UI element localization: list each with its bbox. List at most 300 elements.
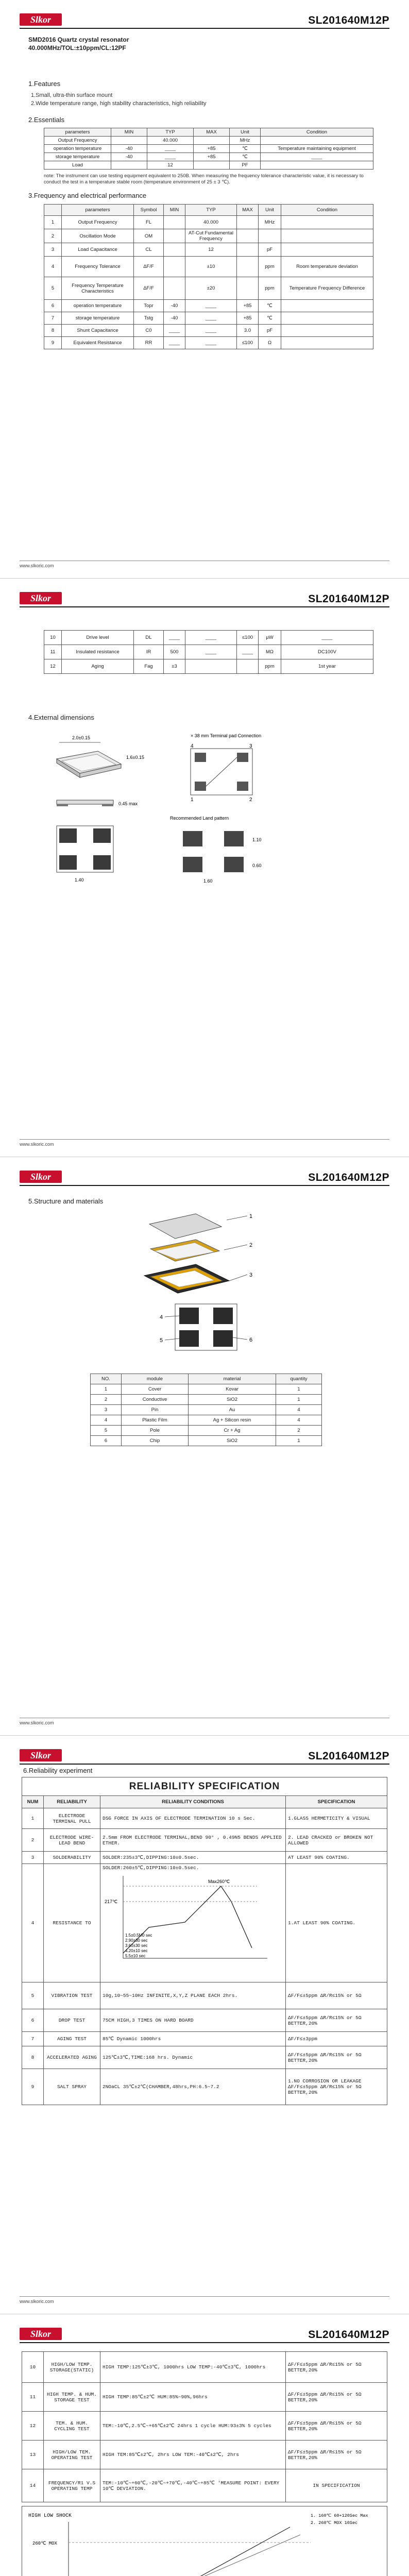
cell: Drive level bbox=[62, 631, 134, 645]
table-row bbox=[44, 153, 373, 161]
page-footer: www.slkoric.com bbox=[20, 2296, 389, 2304]
cell: Output Frequency bbox=[44, 137, 111, 145]
cell bbox=[237, 216, 259, 229]
measurement-note: note: The instrument can use testing equipment equivalent to 250B. When measuring the frequency tolerance characteristic value, it is necessary to conduct the test in a temperature stable room (temperature environment of 25 ± 3 ℃). bbox=[44, 173, 364, 185]
land-dim-label: 1.60 bbox=[203, 878, 213, 884]
column-header: TYP bbox=[147, 128, 194, 137]
thermal-shock-chart bbox=[22, 2506, 387, 2576]
cell: 7 bbox=[22, 2032, 44, 2046]
page-header bbox=[20, 2326, 389, 2343]
part-number: SL201640M12P bbox=[308, 2329, 389, 2341]
cell: 13 bbox=[22, 2441, 44, 2469]
reliability-table bbox=[22, 1777, 387, 2105]
table-row bbox=[91, 1415, 322, 1426]
pin-label: 1 bbox=[191, 797, 194, 803]
cell: 75CM HIGH,3 TIMES ON HARD BOARD bbox=[100, 2009, 286, 2032]
cell: 1 bbox=[44, 216, 62, 229]
cell: 2. LEAD CRACKED or BROKEN NOT ALLOWED bbox=[286, 1829, 387, 1852]
cell: DL bbox=[134, 631, 164, 645]
cell: HIGH/LOW TEM. OPERATING TEST bbox=[44, 2441, 100, 2469]
reliability-table-continued bbox=[22, 2351, 387, 2502]
cell: ΔF/F bbox=[134, 257, 164, 277]
column-header: SPECIFICATION bbox=[286, 1796, 387, 1808]
cell bbox=[281, 337, 373, 349]
page-footer: www.slkoric.com bbox=[20, 561, 389, 568]
cell: 9 bbox=[44, 337, 62, 349]
profile-note: 1.5±0.5M0 sec bbox=[125, 1933, 152, 1938]
cell bbox=[237, 659, 259, 674]
cell: Conductive bbox=[122, 1395, 189, 1405]
cell: RR bbox=[134, 337, 164, 349]
feature-item: 1.Small, ultra-thin surface mount bbox=[31, 92, 113, 98]
cell: Output Frequency bbox=[62, 216, 134, 229]
cell bbox=[164, 277, 185, 300]
frequency-table bbox=[44, 204, 373, 349]
table-row bbox=[44, 645, 373, 659]
cell: TEM. & HUM. CYCLING TEST bbox=[44, 2412, 100, 2441]
cell: 2 bbox=[22, 1829, 44, 1852]
cell: 1 bbox=[276, 1384, 322, 1395]
cell: Frequency Temperature Characteristics bbox=[62, 277, 134, 300]
cell: CL bbox=[134, 243, 164, 257]
table-row bbox=[22, 2412, 387, 2441]
cell: 4 bbox=[91, 1415, 122, 1426]
cell: ±20 bbox=[185, 277, 237, 300]
callout-label: 5 bbox=[160, 1337, 163, 1344]
brand-logo: Slkor bbox=[20, 1749, 62, 1761]
column-header: parameters bbox=[44, 128, 111, 137]
cell: RESISTANCE TO bbox=[44, 1864, 100, 1982]
cell: 3 bbox=[91, 1405, 122, 1415]
cell: Fag bbox=[134, 659, 164, 674]
dimensions-title: 4.External dimensions bbox=[28, 714, 94, 721]
exploded-structure-diagram bbox=[118, 1209, 283, 1358]
brand-logo: Slkor bbox=[20, 1171, 62, 1183]
cell: storage temperature bbox=[44, 153, 111, 161]
column-header: quantity bbox=[276, 1374, 322, 1384]
table-row bbox=[44, 337, 373, 349]
cell: ℃ bbox=[230, 153, 261, 161]
cell: ____ bbox=[185, 312, 237, 325]
page-5 bbox=[0, 2314, 409, 2576]
dim-label-pitch: 1.40 bbox=[75, 877, 84, 883]
cell: Pin bbox=[122, 1405, 189, 1415]
table-row bbox=[22, 1864, 387, 1982]
cell: SOLDER:235±3℃,DIPPING:10±0.5sec. bbox=[100, 1852, 286, 1864]
table-row bbox=[91, 1426, 322, 1436]
column-header: MAX bbox=[237, 205, 259, 216]
cell: operation temperature bbox=[62, 300, 134, 312]
cell: ACCELERATED AGING bbox=[44, 2046, 100, 2069]
cell: 12 bbox=[185, 243, 237, 257]
cell: ±10 bbox=[185, 257, 237, 277]
cell: FREQUENCY/R1 V.S OPERATING TEMP bbox=[44, 2469, 100, 2502]
table-row bbox=[44, 257, 373, 277]
cell: 1 bbox=[276, 1395, 322, 1405]
brand-logo: Slkor bbox=[20, 13, 62, 26]
cell: 6 bbox=[44, 300, 62, 312]
cell bbox=[111, 161, 147, 170]
cell bbox=[281, 243, 373, 257]
table-header-row bbox=[44, 205, 373, 216]
cell: IN SPECIFICATION bbox=[286, 2469, 387, 2502]
column-header: module bbox=[122, 1374, 189, 1384]
cell: Load bbox=[44, 161, 111, 170]
cell: ppm bbox=[259, 659, 281, 674]
essentials-title: 2.Essentials bbox=[28, 116, 65, 124]
cell: 40.000 bbox=[185, 216, 237, 229]
cell: ppm bbox=[259, 257, 281, 277]
cell: HIGH TEMP:125℃±3℃, 1000hrs LOW TEMP:-40℃±3℃, 1000hrs bbox=[100, 2352, 286, 2383]
cell bbox=[261, 161, 373, 170]
cell: ΔF/F≤±5ppm ΔR/R≤15% or 5Ω BETTER,20% bbox=[286, 2383, 387, 2412]
table-row bbox=[22, 2032, 387, 2046]
column-header: NO. bbox=[91, 1374, 122, 1384]
land-pattern-diagram bbox=[183, 831, 244, 872]
table-row bbox=[44, 137, 373, 145]
column-header bbox=[44, 205, 62, 216]
column-header: Symbol bbox=[134, 205, 164, 216]
profile-note: 2.90±30 sec bbox=[125, 1938, 148, 1943]
cell: MHz bbox=[230, 137, 261, 145]
cell: 85℃ Dynamic 1000hrs bbox=[100, 2032, 286, 2046]
table-row bbox=[44, 312, 373, 325]
essentials-table bbox=[44, 128, 373, 170]
cell bbox=[194, 161, 230, 170]
page-footer: www.slkoric.com bbox=[20, 1139, 389, 1147]
table-row bbox=[44, 277, 373, 300]
cell: ΔF/F≤±5ppm ΔR/R≤15% or 5Ω BETTER,20% bbox=[286, 2412, 387, 2441]
profile-note: 4.20±10 sec bbox=[125, 1948, 148, 1953]
cell: 5 bbox=[91, 1426, 122, 1436]
column-header: TYP bbox=[185, 205, 237, 216]
cell: ΔF/F≤±5ppm ΔR/R≤15% or 5Ω BETTER,20% bbox=[286, 2009, 387, 2032]
cell: +85 bbox=[237, 300, 259, 312]
cell: operation temperature bbox=[44, 145, 111, 153]
cell: ℃ bbox=[259, 312, 281, 325]
cell: VIBRATION TEST bbox=[44, 1982, 100, 2009]
cell: 6 bbox=[22, 2009, 44, 2032]
cell: ppm bbox=[259, 277, 281, 300]
cell: 11 bbox=[22, 2383, 44, 2412]
cell: 1.NO CORROSION OR LEAKAGE ΔF/F≤±5ppm ΔR/R≤15% or 5Ω BETTER,20% bbox=[286, 2069, 387, 2105]
cell bbox=[281, 229, 373, 243]
cell: 8 bbox=[44, 325, 62, 337]
cell: Topr bbox=[134, 300, 164, 312]
cell: ____ bbox=[164, 337, 185, 349]
cell: ELECTRODE WIRE-LEAD BEND bbox=[44, 1829, 100, 1852]
cell: 12 bbox=[22, 2412, 44, 2441]
cell: ____ bbox=[185, 325, 237, 337]
page-header bbox=[20, 1747, 389, 1765]
cell: +85 bbox=[194, 153, 230, 161]
shock-curve bbox=[69, 2527, 290, 2576]
table-row bbox=[44, 659, 373, 674]
cell: pF bbox=[259, 325, 281, 337]
cell: Oscillation Mode bbox=[62, 229, 134, 243]
column-header: MIN bbox=[111, 128, 147, 137]
features-title: 1.Features bbox=[28, 80, 61, 88]
cell: ____ bbox=[261, 153, 373, 161]
cell: 3.0 bbox=[237, 325, 259, 337]
cell: Tstg bbox=[134, 312, 164, 325]
cell bbox=[259, 229, 281, 243]
callout-label: 6 bbox=[249, 1337, 253, 1343]
cell: Pole bbox=[122, 1426, 189, 1436]
cell: Ag + Silicon resin bbox=[189, 1415, 276, 1426]
cell: 12 bbox=[147, 161, 194, 170]
pin-label: 3 bbox=[249, 743, 252, 749]
table-row bbox=[44, 161, 373, 170]
cell: Aging bbox=[62, 659, 134, 674]
liquidus-temp-label: 217℃ bbox=[105, 1899, 118, 1904]
column-header: RELIABILITY CONDITIONS bbox=[100, 1796, 286, 1808]
thermal-shock-panel bbox=[22, 2506, 387, 2576]
cell: +85 bbox=[237, 312, 259, 325]
cell: ±3 bbox=[164, 659, 185, 674]
table-row bbox=[44, 145, 373, 153]
cell: TEM:-10℃,2.5℃~+65℃±2℃ 24hrs 1 cycle HUM:93±3% 5 cycles bbox=[100, 2412, 286, 2441]
cell: ≤100 bbox=[237, 337, 259, 349]
table-header-row bbox=[91, 1374, 322, 1384]
cell bbox=[281, 216, 373, 229]
cell bbox=[164, 243, 185, 257]
package-side-view bbox=[57, 800, 113, 804]
cell: 2NOaCL 35℃±2℃(CHAMBER,48hrs,PH:6.5~7.2 bbox=[100, 2069, 286, 2105]
cell: FL bbox=[134, 216, 164, 229]
cell: ____ bbox=[237, 645, 259, 659]
cell: IR bbox=[134, 645, 164, 659]
cell: Cover bbox=[122, 1384, 189, 1395]
cell bbox=[237, 243, 259, 257]
cell bbox=[185, 659, 237, 674]
cell: 9 bbox=[22, 2069, 44, 2105]
table-row bbox=[91, 1384, 322, 1395]
profile-note: 3.60±30 sec bbox=[125, 1943, 148, 1948]
cell: ____ bbox=[164, 631, 185, 645]
cell: MHz bbox=[259, 216, 281, 229]
table-row bbox=[44, 300, 373, 312]
cell: 3 bbox=[44, 243, 62, 257]
dim-label-height: 0.45 max bbox=[118, 801, 138, 806]
cell: ____ bbox=[185, 337, 237, 349]
cell: OM bbox=[134, 229, 164, 243]
land-pattern-caption: Recommended Land pattern bbox=[170, 816, 229, 821]
cell: Shunt Capacitance bbox=[62, 325, 134, 337]
cell: ELECTRODE TERMINAL PULL bbox=[44, 1808, 100, 1829]
cell: ____ bbox=[185, 645, 237, 659]
cell: Plastic Film bbox=[122, 1415, 189, 1426]
cell: TEM:-10℃~+60℃,-20℃~+70℃,-40℃~+85℃ 'MEASURE POINT: EVERY 10℃ DEVIATION. bbox=[100, 2469, 286, 2502]
cell: -40 bbox=[111, 153, 147, 161]
cell: 2 bbox=[44, 229, 62, 243]
cell: ____ bbox=[147, 145, 194, 153]
cell: 10 bbox=[44, 631, 62, 645]
table-row bbox=[22, 2441, 387, 2469]
table-row bbox=[22, 2009, 387, 2032]
cell: ____ bbox=[185, 631, 237, 645]
peak-temp-label: Max260℃ bbox=[208, 1879, 230, 1884]
cell: SiO2 bbox=[189, 1436, 276, 1446]
page-footer: www.slkoric.com bbox=[20, 1718, 389, 1725]
dimension-drawing bbox=[36, 728, 371, 898]
cell: HIGH/LOW TEMP. STORAGE(STATIC) bbox=[44, 2352, 100, 2383]
land-dim-label: 0.60 bbox=[252, 863, 262, 868]
cell: 1st year bbox=[281, 659, 373, 674]
feature-item: 2.Wide temperature range, high stability characteristics, high reliability bbox=[31, 100, 207, 107]
page-1 bbox=[0, 0, 409, 579]
shock-legend: 2. 260℃ MOX 10Sec bbox=[311, 2520, 358, 2526]
cell: +85 bbox=[194, 145, 230, 153]
page-3 bbox=[0, 1157, 409, 1736]
page-header bbox=[20, 1168, 389, 1186]
cell: 12 bbox=[44, 659, 62, 674]
cell: 1 bbox=[91, 1384, 122, 1395]
electrical-table-continued bbox=[44, 630, 373, 674]
reflow-condition: SOLDER:260±5℃,DIPPING:10±0.5sec. bbox=[103, 1865, 199, 1871]
table-row bbox=[22, 1982, 387, 2009]
package-bottom-view bbox=[57, 826, 113, 872]
table-row bbox=[44, 325, 373, 337]
cell: 4 bbox=[44, 257, 62, 277]
cell: 8 bbox=[22, 2046, 44, 2069]
cell: μW bbox=[259, 631, 281, 645]
cell: HIGH TEMP:85℃±2℃ HUM:85%~90%,96hrs bbox=[100, 2383, 286, 2412]
table-row bbox=[22, 1829, 387, 1852]
cell: C0 bbox=[134, 325, 164, 337]
table-row bbox=[44, 243, 373, 257]
cell: ____ bbox=[164, 325, 185, 337]
page-4 bbox=[0, 1736, 409, 2314]
cell: ΔF/F≤±5ppm ΔR/R≤15% or 5Ω BETTER,20% bbox=[286, 2352, 387, 2383]
callout-label: 4 bbox=[160, 1314, 163, 1320]
part-number: SL201640M12P bbox=[308, 14, 389, 26]
cell bbox=[237, 257, 259, 277]
cell: 2.5mm FROM ELECTRODE TERMINAL,BEND 90° , 0.49N5 BENDS APPLIED ETHER. bbox=[100, 1829, 286, 1852]
cell: ℃ bbox=[259, 300, 281, 312]
cell: ΔF/F bbox=[134, 277, 164, 300]
cell: Temperature maintaining equipment bbox=[261, 145, 373, 153]
terminal-connection-diagram bbox=[191, 749, 252, 795]
table-header-row bbox=[22, 1796, 387, 1808]
column-header: material bbox=[189, 1374, 276, 1384]
cell: DROP TEST bbox=[44, 2009, 100, 2032]
table-row bbox=[91, 1405, 322, 1415]
cell: AT-Cut Fundamental Frequency bbox=[185, 229, 237, 243]
cell: Kovar bbox=[189, 1384, 276, 1395]
land-dim-label: 1.10 bbox=[252, 837, 262, 842]
column-header: Unit bbox=[259, 205, 281, 216]
cell: MΩ bbox=[259, 645, 281, 659]
cell bbox=[281, 312, 373, 325]
package-3d-view bbox=[57, 751, 121, 777]
page-header bbox=[20, 11, 389, 29]
column-header: MAX bbox=[194, 128, 230, 137]
cell: Equivalent Resistance bbox=[62, 337, 134, 349]
cell: ΔF/F≤±3ppm bbox=[286, 2032, 387, 2046]
cell: Cr + Ag bbox=[189, 1426, 276, 1436]
table-row bbox=[22, 2352, 387, 2383]
cell: 1.AT LEAST 90% COATING. bbox=[286, 1864, 387, 1982]
table-row bbox=[22, 2069, 387, 2105]
cell: pF bbox=[259, 243, 281, 257]
brand-logo: Slkor bbox=[20, 592, 62, 604]
cell: 11 bbox=[44, 645, 62, 659]
profile-note: 5.5±10 sec bbox=[125, 1954, 146, 1958]
cell: DSG FORCE IN AXIS OF ELECTRODE TERMINATION 10 s Sec. bbox=[100, 1808, 286, 1829]
cell: Room temperature deviation bbox=[281, 257, 373, 277]
table-row bbox=[22, 2383, 387, 2412]
shock-high-label: 260℃ MOX bbox=[32, 2541, 57, 2546]
shock-title: HIGH LOW SHOCK bbox=[28, 2513, 72, 2519]
cell: Load Capacitance bbox=[62, 243, 134, 257]
cell: 4 bbox=[22, 1864, 44, 1982]
frequency-title: 3.Frequency and electrical performance bbox=[28, 192, 147, 199]
cell: 5 bbox=[44, 277, 62, 300]
table-title-row bbox=[22, 1777, 387, 1796]
cell: SiO2 bbox=[189, 1395, 276, 1405]
reliability-table-title: RELIABILITY SPECIFICATION bbox=[22, 1777, 387, 1796]
cell bbox=[164, 229, 185, 243]
table-row bbox=[91, 1436, 322, 1446]
cell: Temperature Frequency Difference bbox=[281, 277, 373, 300]
cell: Au bbox=[189, 1405, 276, 1415]
column-header: Condition bbox=[281, 205, 373, 216]
cell: 5 bbox=[22, 1982, 44, 2009]
cell: 2 bbox=[276, 1426, 322, 1436]
cell: 4 bbox=[276, 1415, 322, 1426]
cell: 125℃±3℃,TIME:168 hrs. Dynamic bbox=[100, 2046, 286, 2069]
cell: -40 bbox=[164, 312, 185, 325]
cell bbox=[111, 137, 147, 145]
table-row bbox=[91, 1395, 322, 1405]
cell: 3 bbox=[22, 1852, 44, 1864]
column-header: parameters bbox=[62, 205, 134, 216]
cell: 1.GLASS HERMETICITY & VISUAL bbox=[286, 1808, 387, 1829]
table-header-row bbox=[44, 128, 373, 137]
table-row bbox=[22, 2046, 387, 2069]
dim-label-width: 1.6±0.15 bbox=[126, 755, 144, 760]
terminal-caption: × 38 mm Terminal pad Connection bbox=[191, 733, 262, 738]
product-title: SMD2016 Quartz crystal resonator bbox=[28, 36, 129, 43]
cell: HIGH TEMP. & HUM. STORAGE TEST bbox=[44, 2383, 100, 2412]
pin-label: 2 bbox=[249, 797, 252, 803]
reliability-section-title: 6.Reliability experiment bbox=[23, 1767, 93, 1774]
cell: Chip bbox=[122, 1436, 189, 1446]
brand-logo: Slkor bbox=[20, 2328, 62, 2340]
dim-label-length: 2.0±0.15 bbox=[72, 735, 90, 740]
pin-label: 4 bbox=[191, 743, 194, 749]
cell: -40 bbox=[111, 145, 147, 153]
shock-legend: 1. 160℃ 60+120Sec Max bbox=[311, 2513, 368, 2518]
part-number: SL201640M12P bbox=[308, 593, 389, 605]
cell: 7 bbox=[44, 312, 62, 325]
cell: ____ bbox=[147, 153, 194, 161]
cell: Frequency Tolerance bbox=[62, 257, 134, 277]
cell bbox=[237, 277, 259, 300]
cell: 40.000 bbox=[147, 137, 194, 145]
cell: ____ bbox=[185, 300, 237, 312]
table-row bbox=[44, 216, 373, 229]
column-header: Unit bbox=[230, 128, 261, 137]
cell: 500 bbox=[164, 645, 185, 659]
page-2 bbox=[0, 579, 409, 1157]
cell: ≤100 bbox=[237, 631, 259, 645]
cell: storage temperature bbox=[62, 312, 134, 325]
product-subtitle: 40.000MHz/TOL:±10ppm/CL:12PF bbox=[28, 44, 126, 52]
cell: ΔF/F≤±5ppm ΔR/R≤15% or 5Ω BETTER,20% bbox=[286, 2046, 387, 2069]
part-number: SL201640M12P bbox=[308, 1750, 389, 1762]
